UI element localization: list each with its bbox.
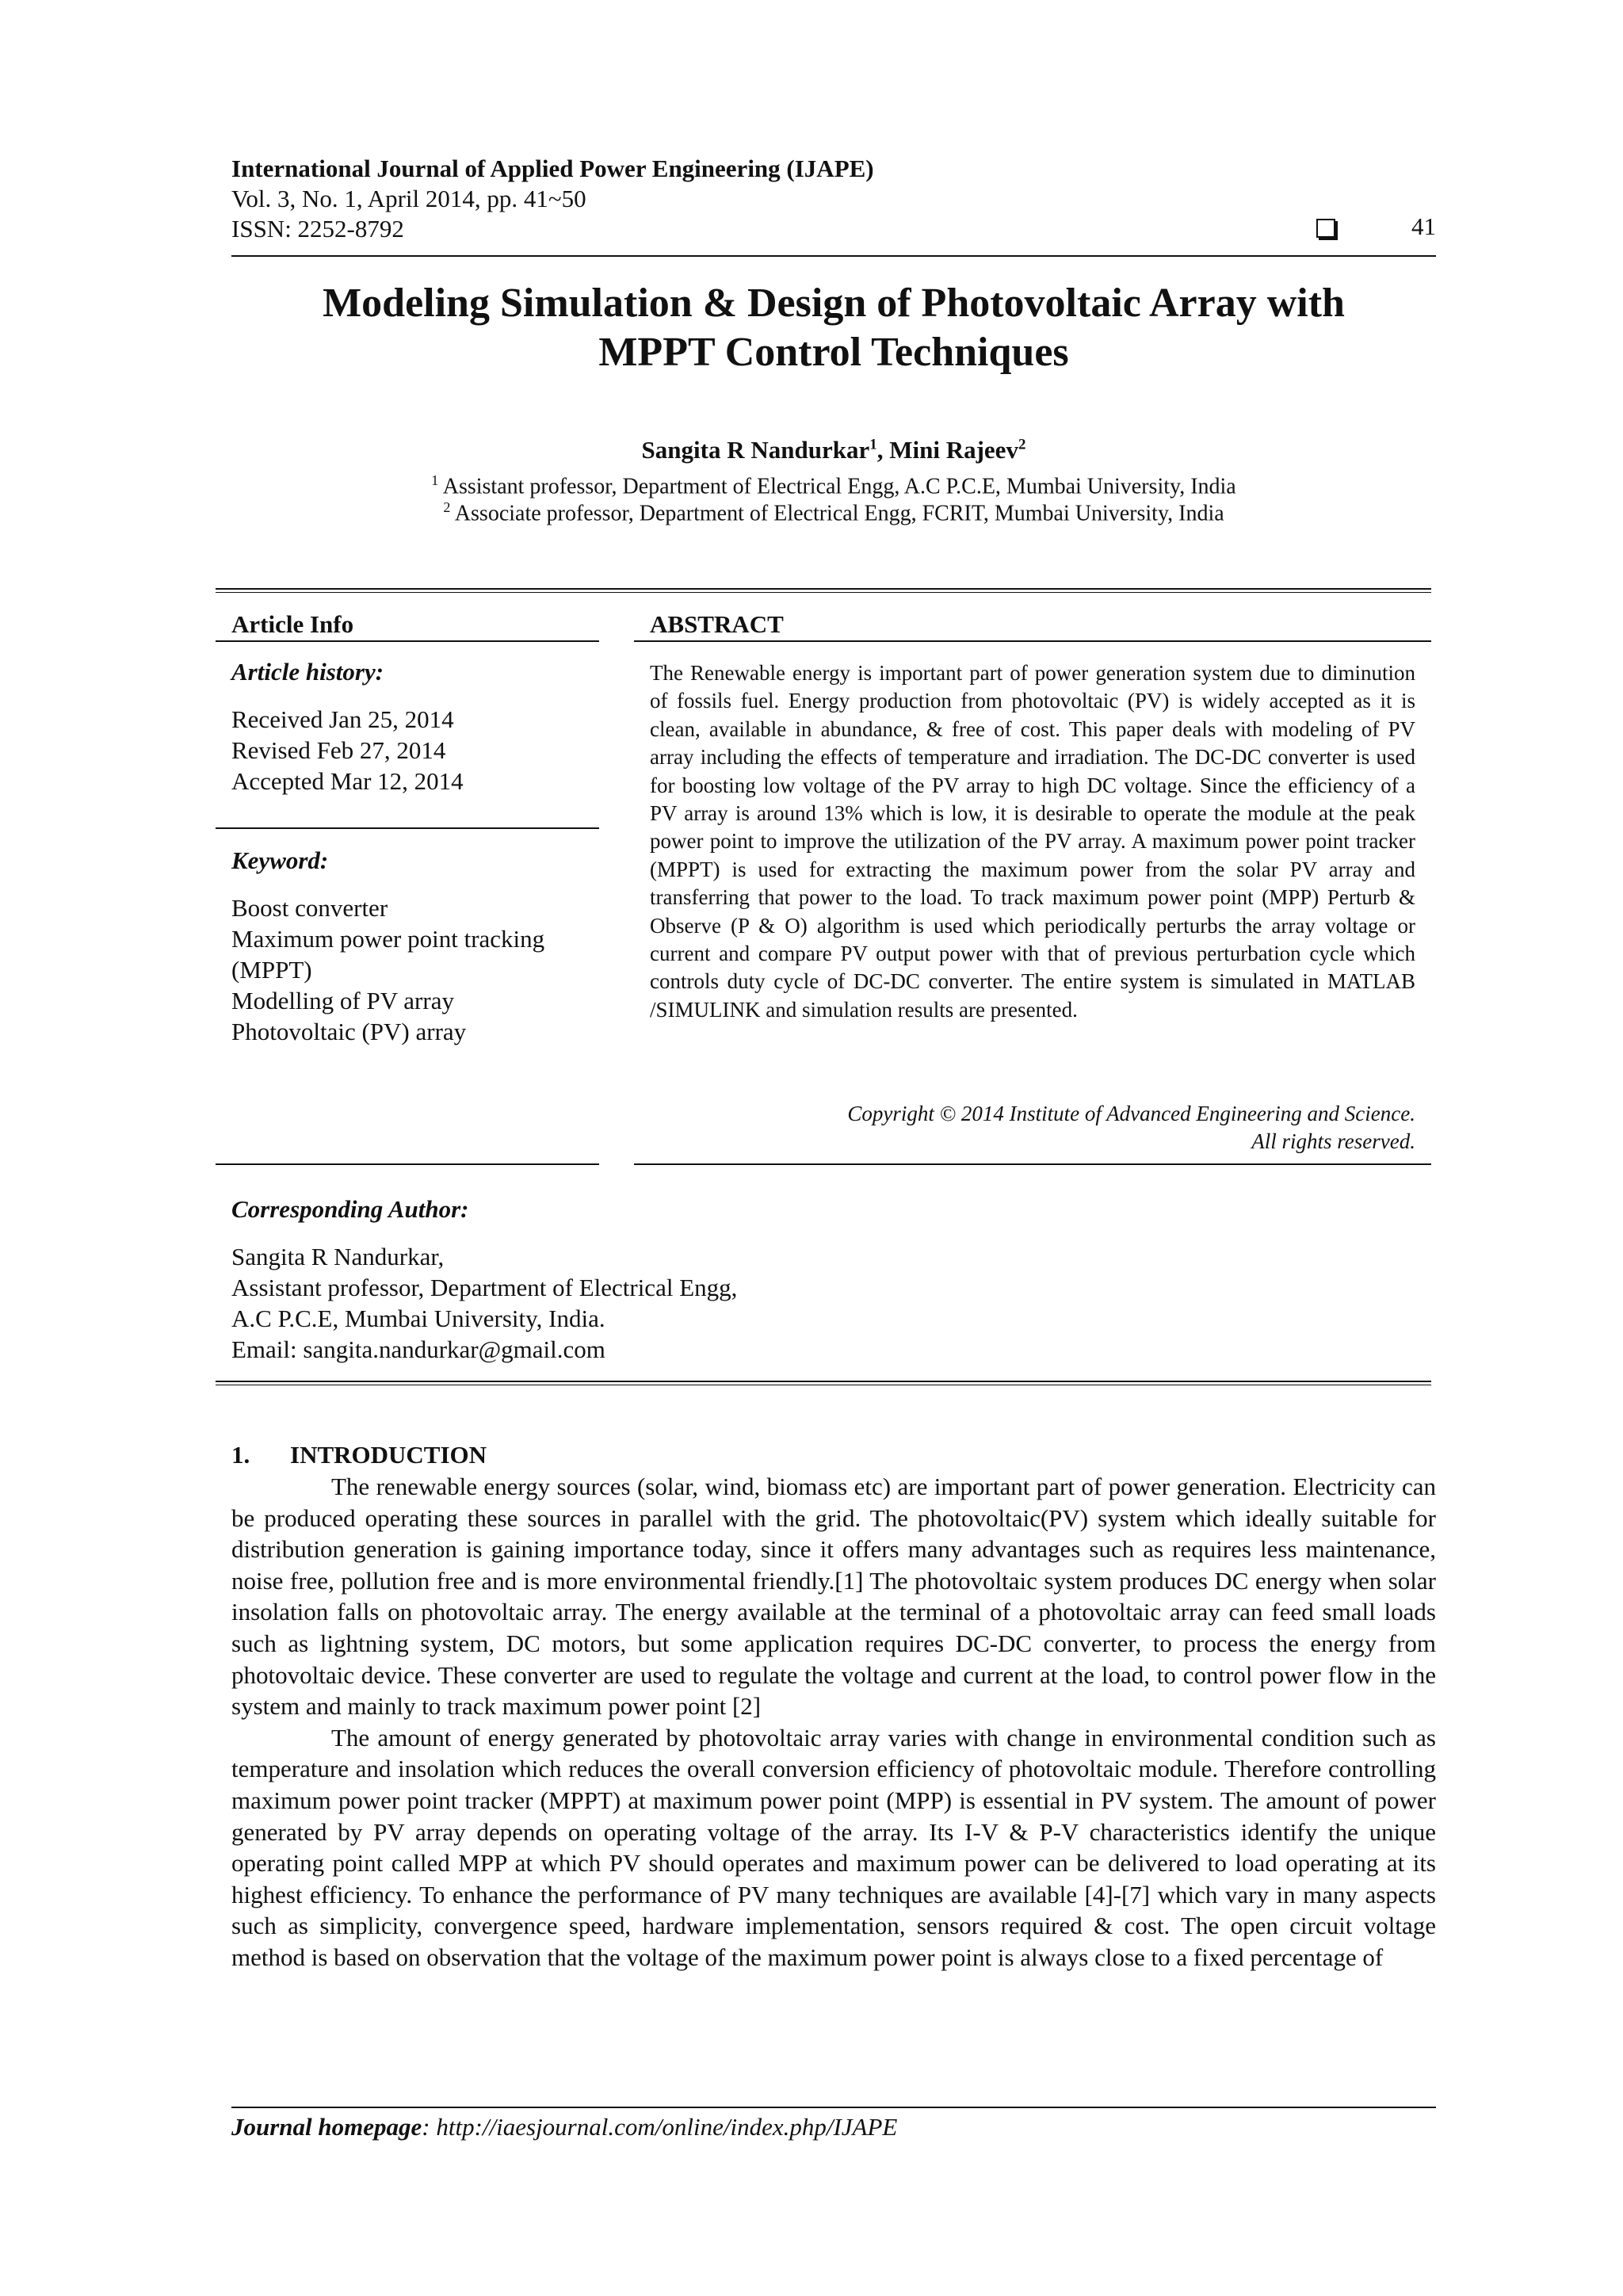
corresponding-heading: Corresponding Author: bbox=[231, 1195, 469, 1223]
article-info-bottom-rule bbox=[216, 1163, 599, 1165]
journal-footer bbox=[231, 2113, 897, 2141]
received-date: Received Jan 25, 2014 bbox=[231, 705, 454, 733]
corresponding-name: Sangita R Nandurkar, bbox=[231, 1243, 445, 1270]
abstract-rule bbox=[634, 640, 1431, 642]
section-number: 1. bbox=[231, 1441, 250, 1469]
revised-date: Revised Feb 27, 2014 bbox=[231, 736, 446, 764]
volume-line: Vol. 3, No. 1, April 2014, pp. 41~50 bbox=[231, 185, 586, 212]
introduction-body bbox=[231, 1471, 1436, 1973]
affiliation-2 bbox=[231, 499, 1436, 526]
journal-header bbox=[231, 154, 1436, 244]
article-history-heading: Article history: bbox=[231, 658, 384, 686]
copyright-line-2: All rights reserved. bbox=[1251, 1129, 1415, 1153]
article-info-heading: Article Info bbox=[231, 610, 354, 638]
author-1: Sangita R Nandurkar bbox=[641, 436, 870, 464]
author-2: Mini Rajeev bbox=[889, 436, 1018, 464]
author-separator: , bbox=[876, 436, 890, 464]
journal-name: International Journal of Applied Power Engineering (IJAPE) bbox=[231, 155, 874, 182]
issn-line: ISSN: 2252-8792 bbox=[231, 215, 404, 243]
keyword-item: Boost converter bbox=[231, 894, 388, 922]
title-line-1: Modeling Simulation & Design of Photovoltaic Array with bbox=[323, 281, 1345, 326]
affiliation-1-sup: 1 bbox=[431, 472, 439, 488]
keyword-item: Photovoltaic (PV) array bbox=[231, 1018, 467, 1045]
accepted-date: Accepted Mar 12, 2014 bbox=[231, 767, 464, 795]
footer-rule bbox=[231, 2107, 1436, 2108]
author-2-sup: 2 bbox=[1018, 436, 1026, 453]
affiliation-1 bbox=[231, 472, 1436, 499]
intro-paragraph: The renewable energy sources (solar, wind, biomass etc) are important part of power generation. Electricity can be produced operating these sources in parallel with the grid. The photovoltaic(PV) system which ideally suitable for distribution generation is gaining importance today, since it offers many advantages such as requires less maintenance, noise free, pollution free and is more environmental friendly.[1] The photovoltaic system produces DC energy when solar insolation falls on photovoltaic array. The energy available at the terminal of a photovoltaic array can feed small loads such as lightning system, DC motors, but some application requires DC-DC converter, to process the energy from photovoltaic device. These converter are used to regulate the voltage and current at the load, to control power flow in the system and mainly to track maximum power point [2] bbox=[231, 1473, 1436, 1721]
abstract-bottom-rule bbox=[634, 1163, 1431, 1165]
copyright-line-1: Copyright © 2014 Institute of Advanced Engineering and Science. bbox=[847, 1102, 1415, 1125]
paper-title bbox=[231, 279, 1436, 377]
keyword-heading: Keyword: bbox=[231, 846, 329, 874]
square-bullet-icon bbox=[1316, 219, 1335, 238]
keyword-list bbox=[231, 892, 544, 1047]
footer-label: Journal homepage bbox=[231, 2113, 422, 2141]
affiliation-2-sup: 2 bbox=[443, 499, 451, 515]
keyword-rule bbox=[216, 827, 599, 829]
header-rule bbox=[231, 255, 1436, 257]
intro-paragraph: The amount of energy generated by photovoltaic array varies with change in environmental condition such as temperature and insolation which reduces the overall conversion efficiency of photovoltaic module. Therefore controlling maximum power point tracker (MPPT) at maximum power point (MPP) is essential in PV system. The amount of power generated by PV array depends on operating voltage of the array. Its I-V & P-V characteristics identify the unique operating point called MPP at which PV should operates and maximum power can be delivered to load operating at its highest efficiency. To enhance the performance of PV many techniques are available [4]-[7] which vary in many aspects such as simplicity, convergence speed, hardware implementation, sensors required & cost. The open circuit voltage method is based on observation that the voltage of the maximum power point is always close to a fixed percentage of bbox=[231, 1723, 1436, 1971]
info-bottom-rule bbox=[216, 1381, 1431, 1385]
section-title: INTRODUCTION bbox=[290, 1441, 487, 1469]
article-history bbox=[231, 704, 464, 797]
article-info-rule bbox=[216, 640, 599, 642]
introduction-heading bbox=[231, 1441, 487, 1469]
keyword-item: (MPPT) bbox=[231, 956, 312, 984]
author-line bbox=[231, 436, 1436, 464]
title-line-2: MPPT Control Techniques bbox=[598, 330, 1069, 375]
keyword-item: Modelling of PV array bbox=[231, 987, 454, 1014]
affiliation-1-text: Assistant professor, Department of Electrical Engg, A.C P.C.E, Mumbai University, India bbox=[438, 474, 1236, 499]
journal-homepage-link[interactable]: http://iaesjournal.com/online/index.php/IJAPE bbox=[436, 2113, 898, 2141]
abstract-heading: ABSTRACT bbox=[650, 610, 784, 638]
corresponding-position: Assistant professor, Department of Electrical Engg, bbox=[231, 1274, 738, 1301]
corresponding-institution: A.C P.C.E, Mumbai University, India. bbox=[231, 1305, 605, 1332]
corresponding-email: Email: sangita.nandurkar@gmail.com bbox=[231, 1335, 605, 1363]
author-1-sup: 1 bbox=[869, 436, 877, 453]
abstract-text: The Renewable energy is important part of power generation system due to diminution of fossils fuel. Energy production from photovoltaic (PV) is widely accepted as it is clean, available in abundance, & free of cost. This paper deals with modeling of PV array including the effects of temperature and irradiation. The DC-DC converter is used for boosting low voltage of the PV array to high DC voltage. Since the efficiency of a PV array is around 13% which is low, it is desirable to operate the module at the peak power point to improve the utilization of the PV array. A maximum power point tracker (MPPT) is used for extracting the maximum power from the solar PV array and transferring that power to the load. To track maximum power point (MPP) Perturb & Observe (P & O) algorithm is used which periodically perturbs the array voltage or current and compare PV output power with that of previous perturbation cycle which controls duty cycle of DC-DC converter. The entire system is simulated in MATLAB /SIMULINK and simulation results are presented. bbox=[650, 661, 1415, 1022]
corresponding-details bbox=[231, 1241, 1024, 1365]
footer-colon: : bbox=[422, 2113, 437, 2141]
copyright-notice bbox=[650, 1100, 1415, 1156]
keyword-item: Maximum power point tracking bbox=[231, 925, 545, 953]
affiliation-2-text: Associate professor, Department of Electrical Engg, FCRIT, Mumbai University, India bbox=[450, 501, 1224, 526]
page-number: 41 bbox=[1411, 212, 1436, 240]
info-top-rule bbox=[216, 588, 1431, 593]
